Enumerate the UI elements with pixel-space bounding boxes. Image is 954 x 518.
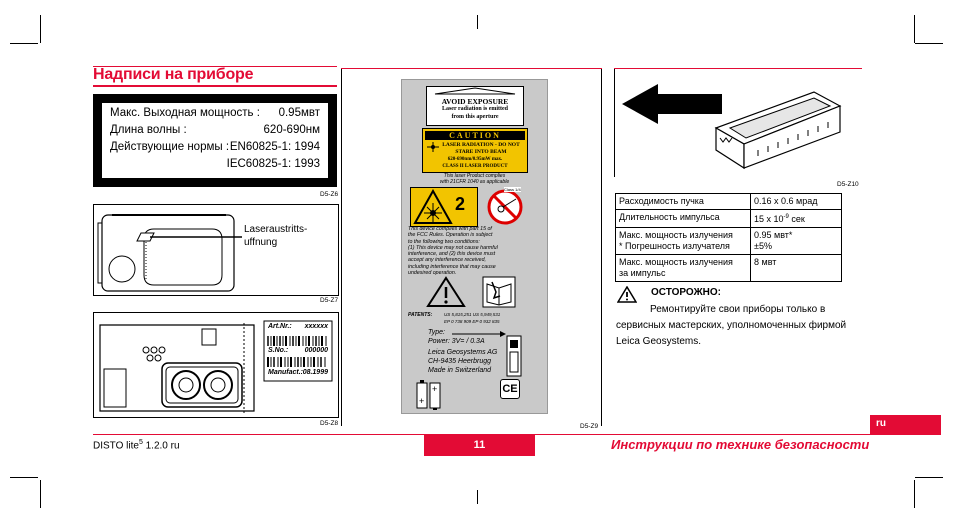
prohibited-icon [486,187,526,225]
serial-row [268,347,332,354]
section-title: Надписи на приборе [93,66,254,83]
caution-line: LASER RADIATION - DO NOT [442,142,520,148]
fcc-line: undesired operation. [408,270,457,277]
value-cell: 8 мвт [751,255,842,282]
svg-text:+: + [432,384,438,394]
fcc-statement [408,226,540,276]
param-cell: Макс. мощность излучения * Погрешность излучателя [616,228,751,255]
figure-caption: D5-Z6 [320,191,339,198]
caution-line: STARE INTO BEAM [455,149,507,155]
power-rating: Power: 3V= / 0.3A [428,338,485,345]
no-stare-sign [486,187,526,225]
crop-mark [40,480,41,508]
param-cell: Макс. мощность излучения за импульс [616,255,751,282]
crop-mark [914,480,915,508]
spec-label-value: 0.95мвт [278,107,320,119]
connector-icon [506,335,522,377]
crop-mark [477,490,478,504]
figure-caption: D5-Z8 [320,420,339,427]
language-tab [870,415,941,434]
right-rule-left [614,69,615,177]
figure-caption: D5-Z9 [580,423,599,430]
center-rule-right [601,69,602,426]
class-small-text: Class 1/4 [504,187,521,192]
value-base: 15 x 10 [754,214,784,224]
value-cell [751,210,842,228]
param-cell: Длительность импульса [616,210,751,228]
footer-product [93,439,180,451]
param-cell: Расходимость пучка [616,194,751,210]
avoid-exposure-line: Laser radiation is emitted [441,106,509,112]
table-row [616,210,842,228]
manufacturer-line: Leica Geosystems AG [428,349,498,356]
product-version: 1.2.0 ru [142,440,180,452]
fcc-line: (1) This device may not cause harmful [408,244,498,251]
comply-text: with 21CFR 1040 as applicable [439,179,510,185]
beam-direction-arrow [622,84,722,124]
figure-caption: D5-Z7 [320,297,339,304]
spec-label-value: IEC60825-1: 1993 [226,158,320,170]
fcc-line: interference, and (2) this device must [408,251,496,258]
fcc-line: This device complies with part 15 of [408,226,492,232]
crop-mark [10,43,38,44]
avoid-exposure-label [426,86,524,126]
table-row [616,228,842,255]
warning-label-panel [401,79,548,414]
manufacturer-line: CH-9435 Heerbrugg [428,358,492,365]
warning-body: Ремонтируйте свои приборы только в сервисных мастерских, уполномоченных фирмой Leica Geosystems. [616,304,847,347]
product-name: DISTO lite [93,440,139,452]
laser-parameters-table [615,193,842,282]
arrow-right-icon [452,330,506,338]
avoid-exposure-title: AVOID EXPOSURE [441,97,509,106]
manufact-label: Manufact.: [268,369,303,376]
value-unit: сек [788,214,805,224]
spec-label-row: Длина волны : [110,124,187,136]
serial-label: S.No.: [268,347,289,354]
spec-label-value: EN60825-1: 1994 [229,141,320,153]
art-nr-row [268,323,332,330]
warning-triangle-icon [617,286,637,303]
triangle-icon [427,87,523,95]
spec-label-row: Действующие нормы : [110,141,230,153]
device-top-drawing [94,205,338,295]
value-cell: 0.95 мвт* ±5% [751,228,842,255]
manufacturer-line: Made in Switzerland [428,367,492,374]
center-rule-left [341,69,342,426]
crop-mark [915,43,943,44]
manufact-value: 08.1999 [302,369,328,376]
caution-triangle-icon [426,276,466,308]
patents-label: PATENTS: [408,312,433,318]
value-exponent: -9 [783,214,789,220]
patents-line: US 5,815,251 US 5,949,531 [444,312,501,317]
crop-mark [915,477,943,478]
comply-text: This laser Product complies [443,173,506,179]
table-row [616,194,842,210]
battery-icon [416,380,442,410]
caution-title: CAUTION [425,131,525,140]
value-cell: 0.16 x 0.6 мрад [751,194,842,210]
right-rule-top [614,68,862,69]
crop-mark [477,15,478,29]
svg-text:+: + [419,396,425,406]
laser-class-label [410,187,478,227]
fcc-line: the FCC Rules. Operation is subject [408,232,493,239]
spec-label-row: Макс. Выходная мощность : [110,107,260,119]
warning-heading: ОСТОРОЖНО: [651,287,721,298]
device-top-figure [93,204,339,296]
read-manual-icon [482,276,516,308]
avoid-exposure-line: from this aperture [451,114,499,120]
center-rule-top [341,68,602,69]
serial-value: 000000 [304,347,328,354]
warning-text [616,302,866,350]
fcc-line: accept any interference received, [408,257,487,264]
laser-class-number: 2 [455,194,466,214]
language-tab-label: ru [876,418,886,429]
spec-label-value: 620-690нм [263,124,320,136]
patents-line: EP 0 738 909 EP 0 932 835 [444,319,500,324]
caution-line: 620-690nm/0.95mW max. [447,157,503,162]
caution-line: CLASS II LASER PRODUCT [442,164,508,169]
type-label: Type: [428,329,445,336]
device-beam-figure [618,78,858,178]
laser-warning-triangle-icon [413,189,453,225]
manufact-row [268,369,332,376]
spec-label-inner [102,103,328,178]
fcc-line: including interference that may cause [408,263,496,270]
ce-mark: CE [500,379,520,399]
art-nr-value: xxxxxx [304,323,328,330]
caution-label [422,128,528,173]
footer-section-name: Инструкции по технике безопасности [611,437,870,452]
table-row [616,255,842,282]
figure-caption: D5-Z10 [837,181,859,188]
product-superscript: 5 [138,439,143,446]
crop-mark [10,477,38,478]
art-nr-label: Art.Nr.: [268,323,292,330]
device-bottom-figure [93,312,339,418]
title-underline [93,85,337,87]
crop-mark [40,15,41,43]
crop-mark [914,15,915,43]
laser-exit-label: Laseraustritts- uffnung [244,224,308,248]
page-number: 11 [424,435,535,456]
spec-label [93,94,337,187]
fcc-line: to the following two conditions: [408,238,480,245]
